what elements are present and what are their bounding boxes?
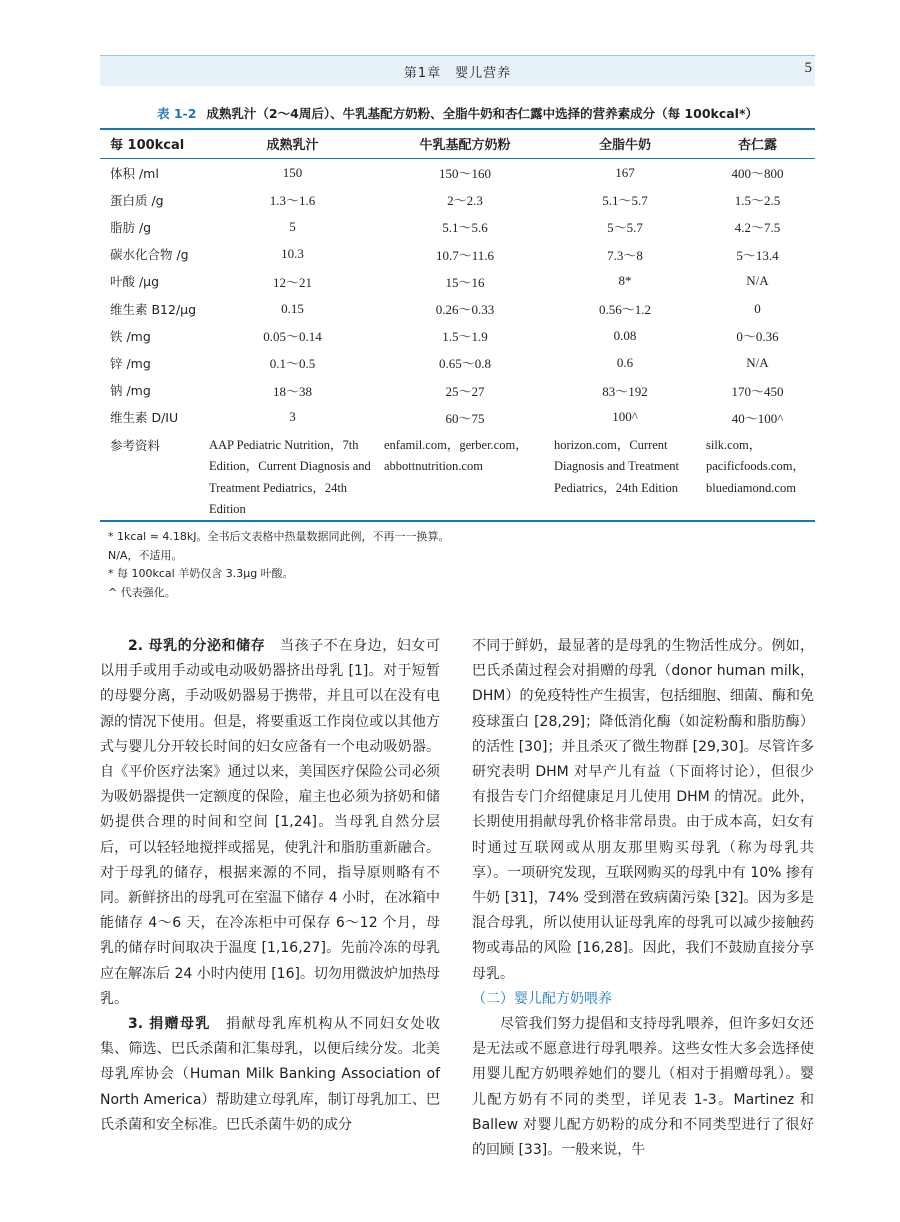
table-cell: 维生素 B12/μg: [110, 301, 197, 317]
table-body: [100, 159, 815, 521]
table-header-cell: 成熟乳汁: [266, 138, 319, 153]
table-header-cell: 杏仁露: [737, 138, 777, 153]
table-cell: 5.1～5.6: [442, 220, 488, 236]
table-cell: 3: [289, 409, 296, 425]
references-row: [100, 431, 815, 521]
table-cell: 0.56～1.2: [598, 302, 651, 318]
table-cell: 170～450: [731, 383, 784, 399]
table-cell: 10.7～11.6: [435, 247, 495, 263]
table-cell: 60～75: [445, 410, 485, 426]
table-row: [100, 159, 815, 186]
table-cell: 5～13.4: [736, 247, 779, 263]
table-cell: 5～5.7: [607, 220, 643, 236]
table-cell: 18～38: [272, 383, 312, 399]
references-cell: horizon.com，Current Diagnosis and Treatment Pediatrics，24th Edition: [554, 437, 679, 495]
table-cell: 0.6: [616, 354, 634, 370]
table-cell: 8*: [618, 273, 632, 289]
table-caption-text: 成熟乳汁（2～4周后）、牛乳基配方奶粉、全脂牛奶和杏仁露中选择的营养素成分（每 100kcal*）: [206, 106, 758, 121]
table-cell: 0.1～0.5: [269, 356, 316, 372]
table-row: [100, 377, 815, 404]
paragraph: 尽管我们努力提倡和支持母乳喂养，但许多妇女还是无法或不愿意进行母乳喂养。这些女性大多会选择使用婴儿配方奶喂养她们的婴儿（相对于捐赠母乳）。婴儿配方奶有不同的类型，详见表 1-3。Martinez 和 Ballew 对婴儿配方奶粉的成分和不同类型进行了很好的回顾 [33]。一般来说，牛: [472, 1016, 814, 1159]
references-cell: silk.com，pacificfoods.com，bluediamond.com: [706, 437, 805, 495]
table-cell: 10.3: [281, 246, 304, 262]
table-note: ^ 代表强化。: [108, 585, 176, 599]
table-note: * 1kcal ≈ 4.18kJ。全书后文表格中热量数据同此例，不再一一换算。: [108, 530, 450, 543]
table-cell: 5.1～5.7: [602, 193, 648, 209]
sub-heading: 3. 捐赠母乳: [128, 1016, 211, 1033]
page-number: 5: [804, 60, 812, 76]
table-cell: 维生素 D/IU: [110, 410, 179, 426]
table-cell: N/A: [746, 354, 769, 370]
table-cell: 0～0.36: [736, 329, 779, 345]
table-cell: 167: [615, 164, 635, 180]
paragraph-text: 捐献母乳库机构从不同妇女处收集、筛选、巴氏杀菌和汇集母乳，以便后续分发。北美母乳库协会（Human Milk Banking Association of North America）帮助建立母乳库，制订母乳加工、巴氏杀菌和安全标准。巴氏杀菌牛奶的成分: [100, 1016, 441, 1133]
table-cell: 脂肪 /g: [110, 219, 152, 235]
table-cell: 0.65～0.8: [438, 356, 491, 372]
table-row: [100, 295, 815, 322]
table-header-cell: 牛乳基配方奶粉: [419, 138, 511, 153]
right-text-column: [472, 634, 814, 1163]
table-cell: 1.5～1.9: [442, 329, 488, 345]
table-cell: 83～192: [602, 383, 648, 399]
table-cell: 400～800: [731, 166, 784, 182]
sub-heading: 2. 母乳的分泌和储存: [128, 638, 266, 654]
table-cell: 7.3～8: [607, 247, 643, 263]
table-cell: 0.15: [281, 300, 304, 316]
table-note: * 每 100kcal 羊奶仅含 3.3μg 叶酸。: [108, 567, 294, 580]
table-row: [100, 268, 815, 295]
table-row: [100, 404, 815, 431]
table-cell: 锌 /mg: [110, 355, 151, 371]
paragraph: [100, 634, 440, 1012]
references-label: 参考资料: [110, 437, 161, 453]
table-cell: 叶酸 /μg: [110, 274, 160, 290]
table-cell: 0: [754, 300, 761, 316]
references-cell: AAP Pediatric Nutrition，7th Edition，Current Diagnosis and Treatment Pediatrics，24th Edition: [209, 437, 371, 517]
table-cell: 150: [282, 164, 303, 180]
table-cell: 钠 /mg: [110, 383, 151, 399]
table-cell: 1.5～2.5: [734, 193, 781, 209]
table-cell: 0.08: [613, 327, 637, 343]
table-cell: 0.26～0.33: [435, 302, 495, 318]
paragraph: 不同于鲜奶，最显著的是母乳的生物活性成分。例如，巴氏杀菌过程会对捐赠的母乳（donor human milk，DHM）的免疫特性产生损害，包括细胞、细菌、酶和免疫球蛋白 [28,29]；降低消化酶（如淀粉酶和脂肪酶）的活性 [30]；并且杀灭了微生物群 [29,30]。尽管许多研究表明 DHM 对早产儿有益（下面将讨论），但很少有报告专门介绍健康足月儿使用 DHM 的情况。此外，长期使用捐献母乳价格非常昂贵。由于成本高，妇女有时通过互联网或从朋友那里购买母乳（称为母乳共享）。一项研究发现，互联网购买的母乳中有 10% 掺有牛奶 [31]，74% 受到潜在致病菌污染 [32]。因为多是混合母乳，所以使用认证母乳库的母乳可以减少接触药物或毒品的风险 [16,28]。因此，我们不鼓励直接分享母乳。: [472, 638, 814, 982]
table-cell: 5: [289, 218, 296, 234]
table-cell: 1.3～1.6: [269, 193, 316, 209]
table-cell: 0.05～0.14: [263, 329, 322, 345]
table-header-cell: 全脂牛奶: [598, 138, 651, 153]
table-cell: 100^: [612, 409, 638, 425]
references-cell: enfamil.com，gerber.com，abbottnutrition.com: [384, 437, 528, 474]
table-row: [100, 241, 815, 268]
table-cell: 体积 /ml: [110, 165, 159, 181]
table-header-cell: 每 100kcal: [110, 138, 185, 153]
table-note: N/A，不适用。: [108, 548, 183, 562]
table-cell: 25～27: [445, 383, 485, 399]
table-row: [100, 186, 815, 213]
chapter-title: 第1章 婴儿营养: [403, 66, 512, 81]
table-row: [100, 349, 815, 376]
table-notes: [108, 528, 450, 602]
table-cell: 40～100^: [731, 410, 784, 426]
table-cell: 12～21: [272, 274, 312, 290]
table-row: [100, 322, 815, 349]
paragraph-text: 当孩子不在身边，妇女可以用手或用手动或电动吸奶器挤出母乳 [1]。对于短暂的母婴分离，手动吸奶器易于携带，并且可以在没有电源的情况下使用。但是，将要重返工作岗位或以其他方式与婴儿分开较长时间的妇女应备有一个电动吸奶器。自《平价医疗法案》通过以来，美国医疗保险公司必须为吸奶器提供一定额度的保险，雇主也必须为挤奶和储奶提供合理的时间和空间 [1,24]。当母乳自然分层后，可以轻轻地搅拌或摇晃，使乳汁和脂肪重新融合。对于母乳的储存，根据来源的不同，指导原则略有不同。新鲜挤出的母乳可在室温下储存 4 小时，在冰箱中能储存 4～6 天，在冷冻柜中可保存 6～12 个月，母乳的储存时间取决于温度 [1,16,27]。先前冷冻的母乳应在解冻后 24 小时内使用 [16]。切勿用微波炉加热母乳。: [100, 638, 441, 1007]
table-cell: 2～2.3: [447, 193, 483, 209]
section-heading: （二）婴儿配方奶喂养: [472, 990, 612, 1007]
paragraph: [100, 1012, 440, 1138]
table-cell: 4.2～7.5: [734, 220, 781, 236]
table-cell: 碳水化合物 /g: [110, 247, 189, 263]
table-cell: 15～16: [445, 274, 485, 290]
table-caption-number: 表 1-2: [156, 106, 197, 121]
table-cell: 蛋白质 /g: [110, 192, 164, 208]
left-text-column: [100, 634, 440, 1138]
table-row: [100, 213, 815, 240]
table-cell: 150～160: [438, 166, 491, 182]
table-header-row: [100, 129, 815, 158]
table-cell: 铁 /mg: [110, 328, 151, 344]
table-cell: N/A: [746, 273, 769, 289]
table-caption: [100, 104, 815, 122]
